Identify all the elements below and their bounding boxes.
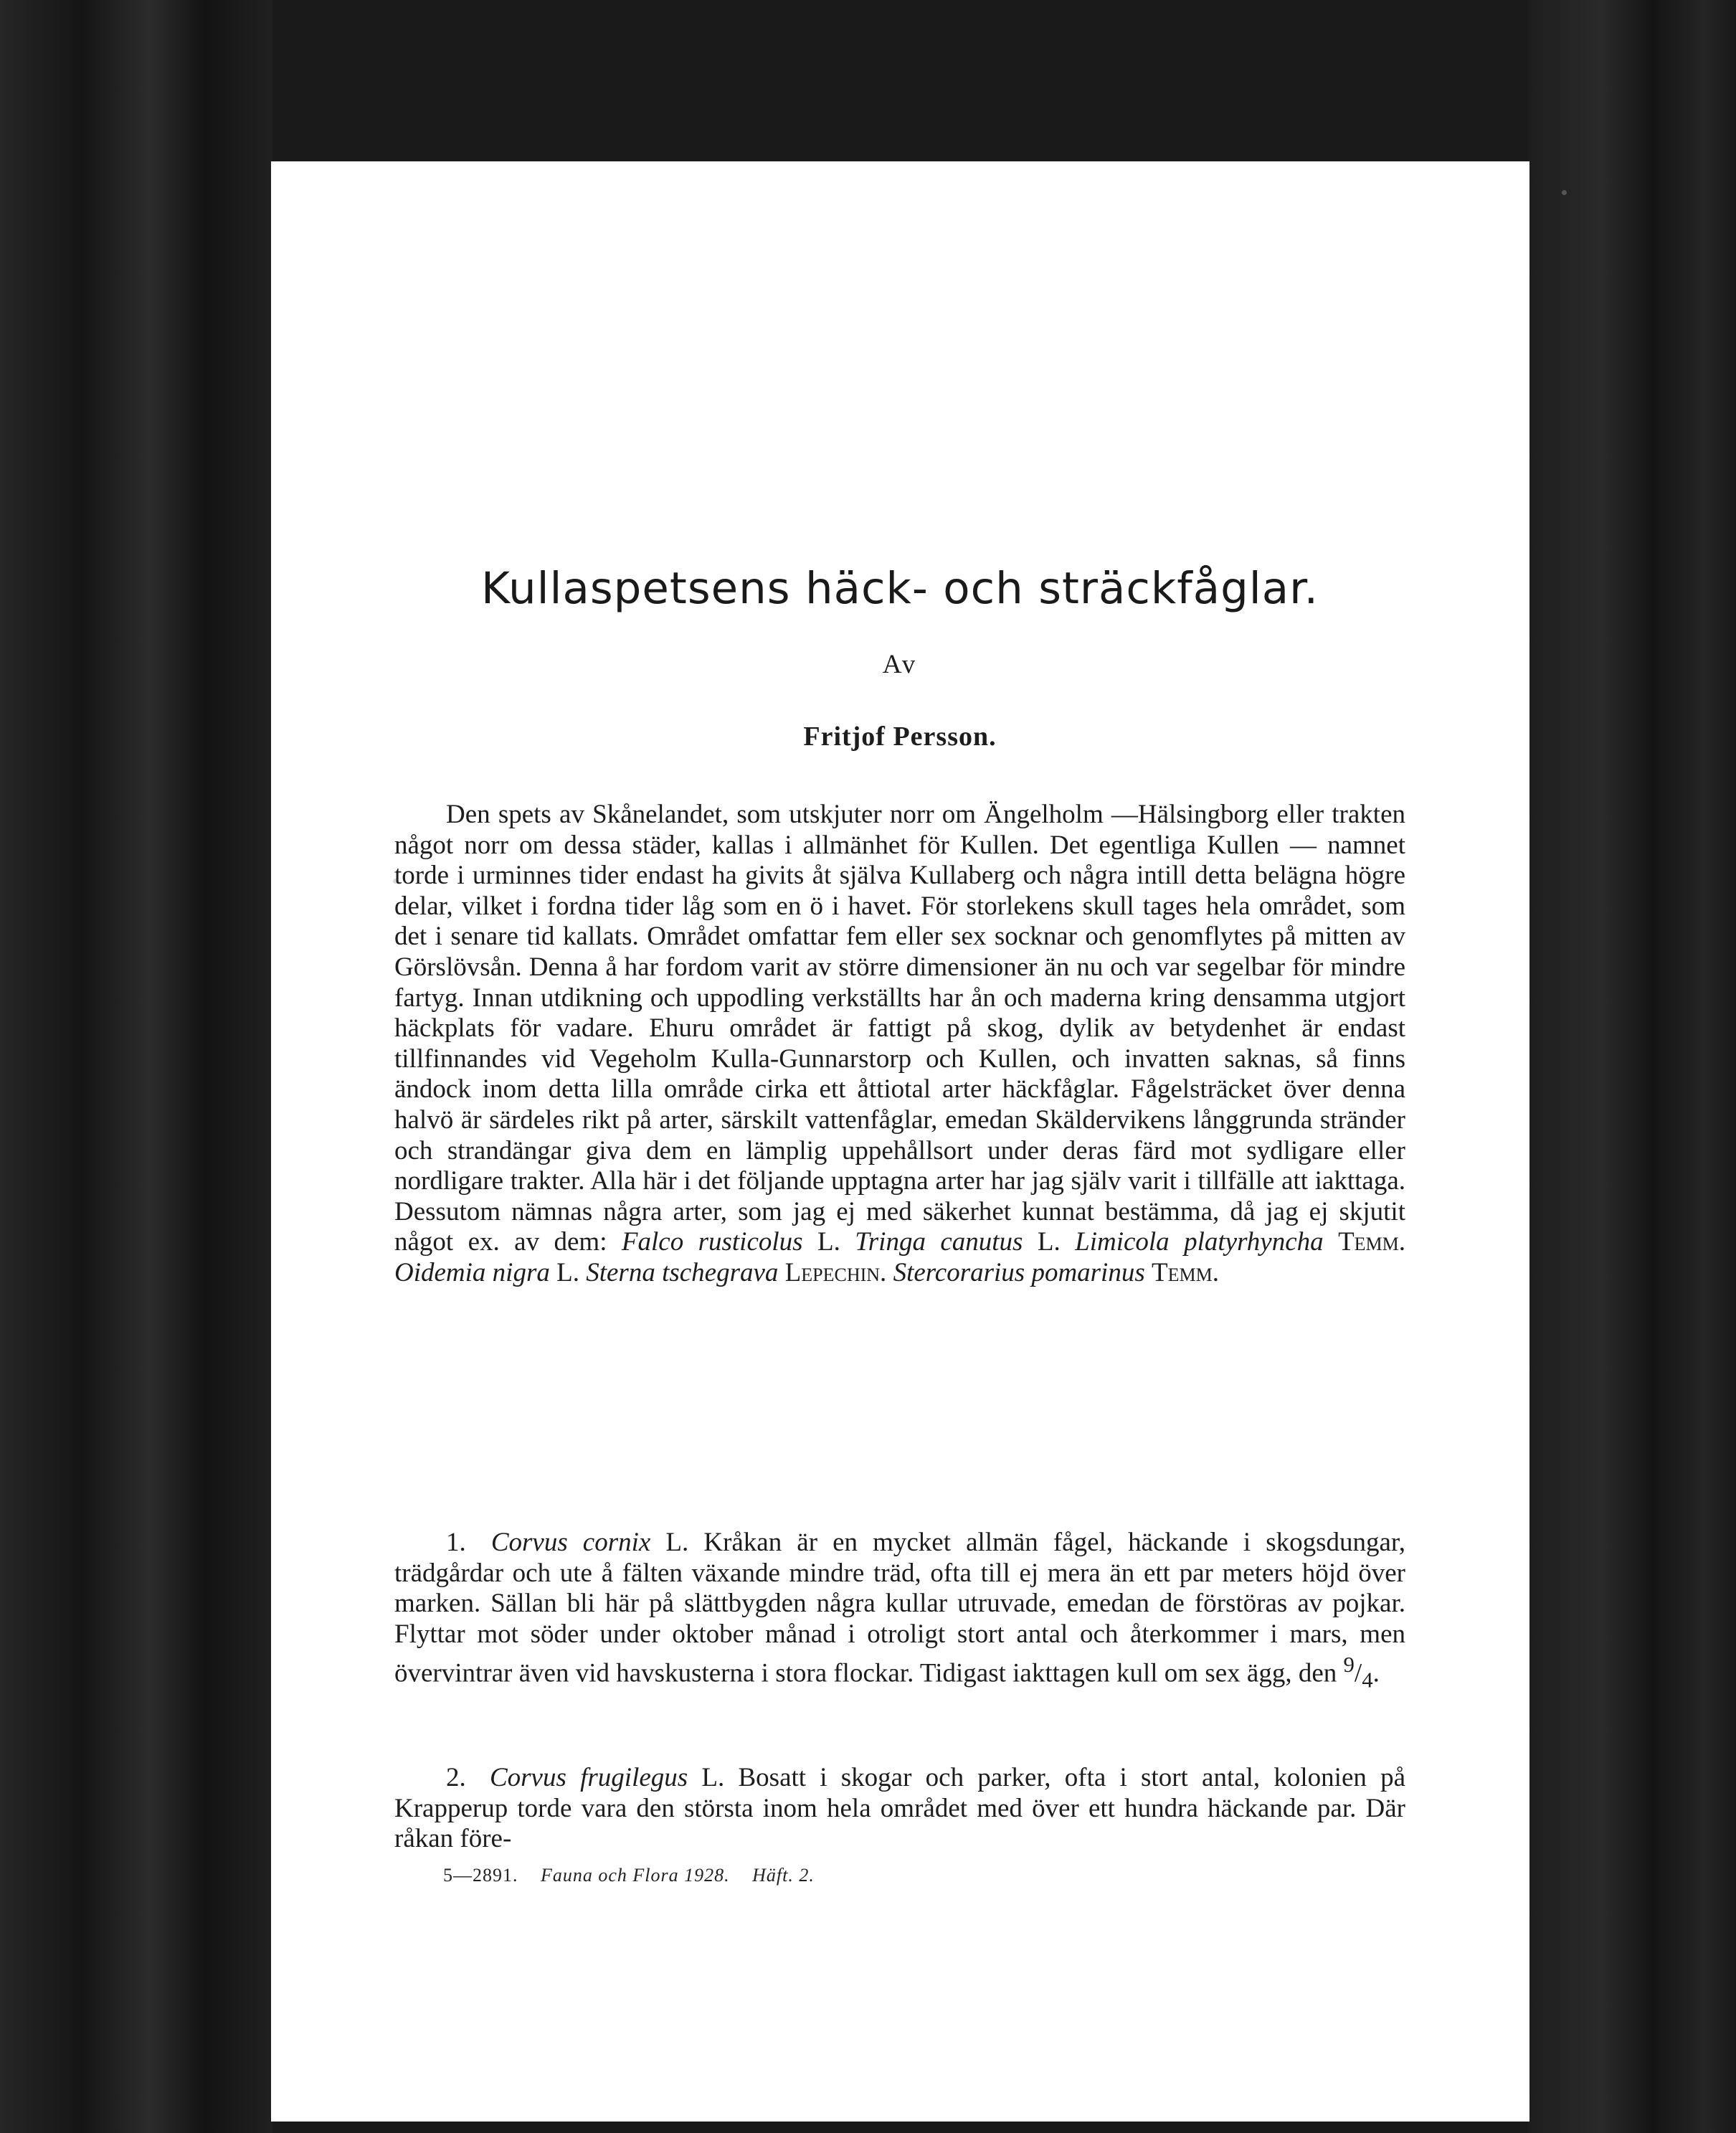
species-entry-1: 1. Corvus cornix L. Kråkan är en mycket allmän fågel, häckande i skogsdungar, trädgårdar och ute å fälten växande mindre träd, ofta till ej mera än ett par meters höjd över marken. Sällan bli här på slättbygden några kullar utruvade, emedan de förstöras av pojkar. Flyttar mot söder under oktober månad i otroligt stort antal och återkommer i mars, men övervintrar även vid havskusterna i stora flockar. Tidigast iakttagen kull om sex ägg, den $^9/_4$. bbox=[394, 1528, 1406, 1693]
footer-journal: Fauna och Flora 1928. bbox=[541, 1865, 730, 1886]
species-name: Tringa canutus bbox=[855, 1227, 1023, 1257]
entry-end: . bbox=[1372, 1658, 1380, 1688]
species-author: Lepechin. bbox=[784, 1257, 887, 1287]
species-author: Temm. bbox=[1338, 1227, 1406, 1257]
species-name: Limicola platyrhyncha bbox=[1075, 1227, 1324, 1257]
intro-paragraph bbox=[394, 800, 1405, 1289]
species-name: Falco rusticolus bbox=[621, 1227, 803, 1257]
article-author: Fritjof Persson. bbox=[803, 722, 997, 752]
document-page bbox=[271, 161, 1529, 2122]
entry-text: Bosatt i skogar och parker, ofta i stort antal, kolonien på Krapperup torde vara den största inom hela området med över ett hundra häckande par. Där råkan före- bbox=[394, 1763, 1406, 1854]
scan-border-top bbox=[272, 0, 1528, 165]
footer-signature: 5—2891. bbox=[443, 1865, 518, 1886]
scan-border-right bbox=[1528, 0, 1736, 2133]
entry-author: L. bbox=[665, 1528, 689, 1557]
entry-text: Kråkan är en mycket allmän fågel, häckande i skogsdungar, trädgårdar och ute å fälten växande mindre träd, ofta till ej mera än ett par meters höjd över marken. Sällan bli här på slättbygden några kullar utruvade, emedan de förstöras av pojkar. Flyttar mot söder under oktober månad i otroligt stort antal och återkommer i mars, men övervintrar även vid havskusterna i stora flockar. Tidigast iakttagen kull om sex ägg, den bbox=[394, 1528, 1406, 1688]
species-author: L. bbox=[1037, 1227, 1061, 1257]
species-entry-2 bbox=[394, 1763, 1405, 1855]
entry-number: 1. bbox=[446, 1528, 466, 1557]
species-author: L. bbox=[556, 1257, 579, 1287]
species-author: L. bbox=[817, 1227, 840, 1257]
page-footer bbox=[443, 1865, 832, 1886]
intro-text: Den spets av Skånelandet, som utskjuter norr om Ängelholm —Hälsingborg eller trakten något norr om dessa städer, kallas i allmänhet för Kullen. Det egentliga Kullen — namnet torde i urminnes tider endast ha givits åt själva Kullaberg och några intill detta belägna högre delar, vilket i fordna tider låg som en ö i havet. För storlekens skull tages hela området, som det i senare tid kallats. Området omfattar fem eller sex socknar och genomflytes på mitten av Görslövsån. Denna å har fordom varit av större dimensioner än nu och var segelbar för mindre fartyg. Innan utdikning och uppodling verkställts har ån och maderna kring densamma utgjort häckplats för vadare. Ehuru området är fattigt på skog, dylik av betydenhet är endast tillfinnandes vid Vegeholm Kulla-Gunnarstorp och Kullen, och invatten saknas, så finns ändock inom detta lilla område cirka ett åttiotal arter häckfåglar. Fågelsträcket över denna halvö är särdeles rikt på arter, särskilt vattenfåglar, emedan Skäldervikens långgrunda stränder och strandängar giva dem en lämplig uppehållsort under deras färd mot sydligare eller nordligare trakter. Alla här i det följande upptagna arter har jag själv varit i tillfälle att iakttaga. Dessutom nämnas några arter, som jag ej med säkerhet kunnat bestämma, då jag ej skjutit något ex. av dem: bbox=[394, 800, 1405, 1257]
species-name: Stercorarius pomarinus bbox=[893, 1257, 1145, 1287]
date-numerator: 9 bbox=[1343, 1652, 1355, 1678]
scan-border-left bbox=[0, 0, 272, 2133]
scan-speck bbox=[1562, 190, 1567, 195]
species-author: Temm. bbox=[1152, 1257, 1219, 1287]
species-name: Sterna tschegrava bbox=[586, 1257, 779, 1287]
article-byline: Av bbox=[882, 650, 918, 679]
entry-species: Corvus cornix bbox=[490, 1528, 651, 1557]
date-denominator: 4 bbox=[1362, 1668, 1373, 1693]
entry-author: L. bbox=[701, 1763, 725, 1792]
footer-issue: Häft. 2. bbox=[752, 1865, 815, 1886]
species-name: Oidemia nigra bbox=[394, 1257, 550, 1287]
entry-number: 2. bbox=[446, 1763, 466, 1792]
article-title: Kullaspetsens häck- och sträckfåglar. bbox=[480, 563, 1319, 614]
entry-species: Corvus frugilegus bbox=[489, 1763, 688, 1792]
